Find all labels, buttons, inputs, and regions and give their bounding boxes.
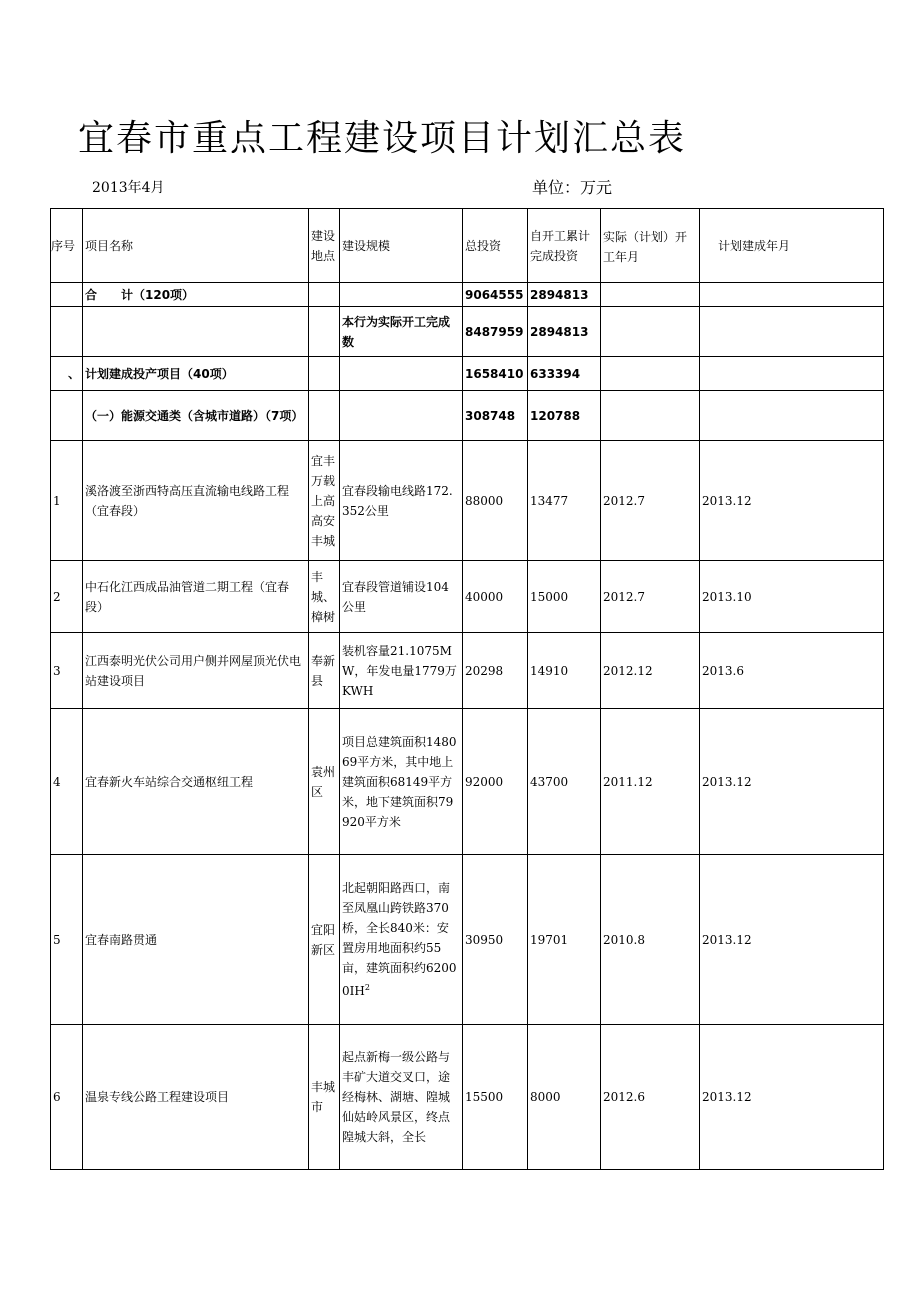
header-location: 建设地点 (309, 209, 340, 283)
section-invest: 1658410 (463, 357, 528, 391)
actual-row (51, 307, 884, 357)
row-finish: 2013.6 (700, 633, 884, 709)
row-location: 宜阳新区 (309, 855, 340, 1025)
row-finish: 2013.12 (700, 855, 884, 1025)
row-scale: 项目总建筑面积148069平方米，其中地上建筑面积68149平方米，地下建筑面积79920平方米 (340, 709, 463, 855)
table-row (51, 633, 884, 709)
row-seq: 4 (51, 709, 83, 855)
section-label: 计划建成投产项目（40项） (83, 357, 309, 391)
row-scale: 宜春段输电线路172.352公里 (340, 441, 463, 561)
header-finish: 计划建成年月 (700, 209, 884, 283)
category-invest: 308748 (463, 391, 528, 441)
row-cumulative: 13477 (528, 441, 601, 561)
project-table (50, 208, 884, 1170)
row-total: 92000 (463, 709, 528, 855)
row-location: 宜丰万载上高高安丰城 (309, 441, 340, 561)
report-date: 2013年4月 (92, 180, 165, 196)
header-total: 总投资 (463, 209, 528, 283)
row-finish: 2013.12 (700, 1025, 884, 1170)
header-scale: 建设规模 (340, 209, 463, 283)
row-location: 丰城市 (309, 1025, 340, 1170)
row-total: 20298 (463, 633, 528, 709)
table-row (51, 1025, 884, 1170)
row-start: 2012.7 (601, 441, 700, 561)
header-cumulative: 自开工累计完成投资 (528, 209, 601, 283)
table-row (51, 709, 884, 855)
row-scale-superscript: 2 (364, 983, 370, 992)
row-name: 溪洛渡至浙西特高压直流输电线路工程（宜春段） (83, 441, 309, 561)
section-cumulative: 633394 (528, 357, 601, 391)
row-scale: 宜春段管道铺设104公里 (340, 561, 463, 633)
actual-cumulative: 2894813 (528, 307, 601, 357)
row-scale: 装机容量21.1075MW，年发电量1779万KWH (340, 633, 463, 709)
table-row (51, 855, 884, 1025)
row-scale (340, 855, 463, 1025)
row-name: 宜春南路贯通 (83, 855, 309, 1025)
category-row (51, 391, 884, 441)
row-cumulative: 8000 (528, 1025, 601, 1170)
row-scale-text: 北起朝阳路西口，南至凤凰山跨铁路370桥，全长840米：安置房用地面积约55亩，建筑面积约62000IH (342, 881, 457, 998)
total-label: 合 计（120项） (83, 283, 309, 307)
header-name: 项目名称 (83, 209, 309, 283)
row-seq: 3 (51, 633, 83, 709)
row-finish: 2013.10 (700, 561, 884, 633)
row-start: 2012.12 (601, 633, 700, 709)
table-row (51, 561, 884, 633)
row-cumulative: 14910 (528, 633, 601, 709)
total-row (51, 283, 884, 307)
row-name: 温泉专线公路工程建设项目 (83, 1025, 309, 1170)
total-cumulative: 2894813 (528, 283, 601, 307)
row-seq: 2 (51, 561, 83, 633)
row-location: 奉新县 (309, 633, 340, 709)
row-cumulative: 15000 (528, 561, 601, 633)
row-seq: 5 (51, 855, 83, 1025)
row-finish: 2013.12 (700, 441, 884, 561)
header-seq: 序号 (51, 209, 83, 283)
actual-invest: 8487959 (463, 307, 528, 357)
row-name: 宜春新火车站综合交通枢纽工程 (83, 709, 309, 855)
section-seq: 、 (51, 357, 83, 391)
header-row (51, 209, 884, 283)
row-cumulative: 19701 (528, 855, 601, 1025)
row-seq: 1 (51, 441, 83, 561)
row-location: 丰城、樟树 (309, 561, 340, 633)
row-location: 袁州区 (309, 709, 340, 855)
row-start: 2012.6 (601, 1025, 700, 1170)
page-title: 宜春市重点工程建设项目计划汇总表 (78, 118, 687, 159)
row-total: 88000 (463, 441, 528, 561)
table-row (51, 441, 884, 561)
row-total: 15500 (463, 1025, 528, 1170)
row-name: 江西泰明光伏公司用户侧并网屋顶光伏电站建设项目 (83, 633, 309, 709)
section-row (51, 357, 884, 391)
row-name: 中石化江西成品油管道二期工程（宜春段） (83, 561, 309, 633)
row-start: 2012.7 (601, 561, 700, 633)
row-start: 2010.8 (601, 855, 700, 1025)
row-start: 2011.12 (601, 709, 700, 855)
header-start: 实际（计划）开工年月 (601, 209, 700, 283)
category-label: （一）能源交通类（含城市道路）（7项） (83, 391, 309, 441)
actual-label: 本行为实际开工完成数 (340, 307, 463, 357)
unit-label: 单位：万元 (532, 178, 613, 197)
row-cumulative: 43700 (528, 709, 601, 855)
category-cumulative: 120788 (528, 391, 601, 441)
row-finish: 2013.12 (700, 709, 884, 855)
row-seq: 6 (51, 1025, 83, 1170)
total-invest: 9064555 (463, 283, 528, 307)
row-total: 40000 (463, 561, 528, 633)
row-scale: 起点新梅一级公路与丰矿大道交叉口，途经梅林、湖塘、隍城仙姑岭风景区，终点隍城大斜，全长 (340, 1025, 463, 1170)
row-total: 30950 (463, 855, 528, 1025)
